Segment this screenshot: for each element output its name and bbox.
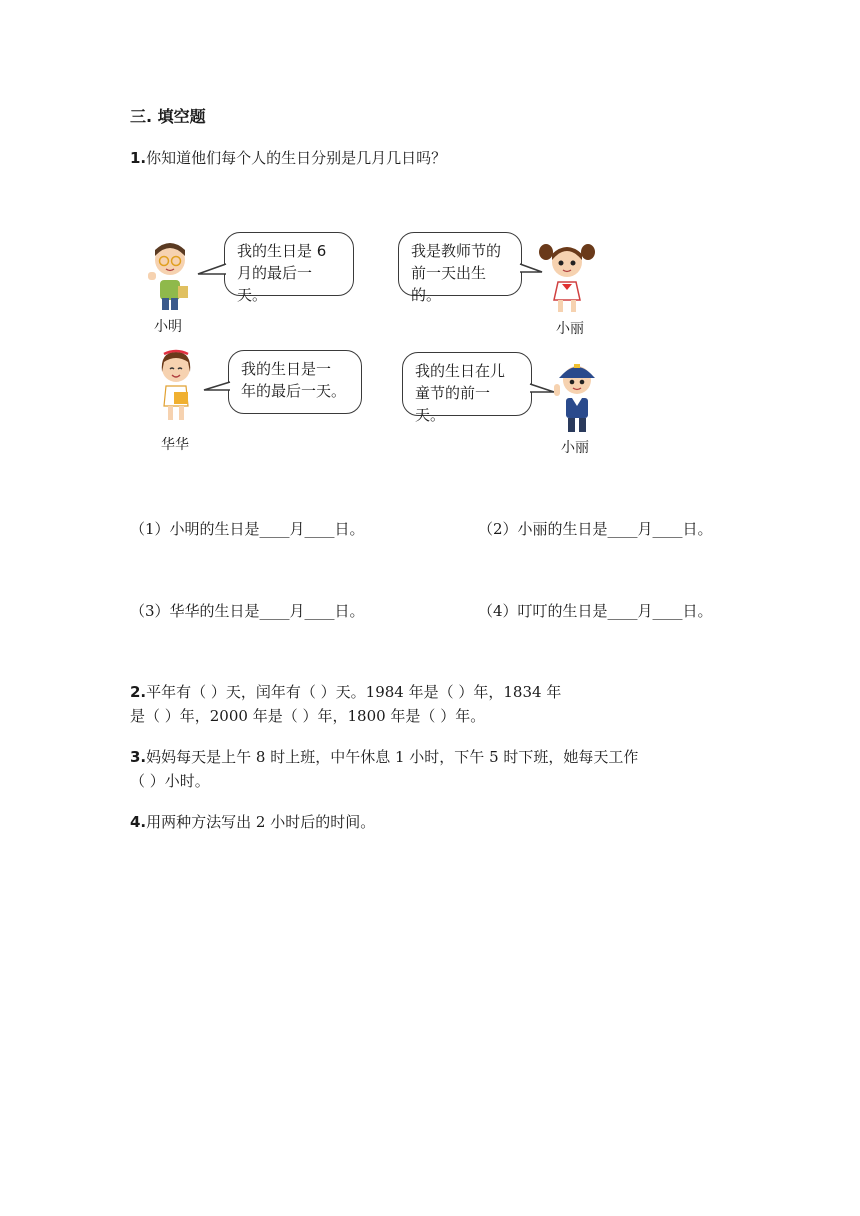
sub-question-2: （2）小丽的生日是____月____日。: [478, 520, 713, 538]
name-xiaoli: 小丽: [556, 321, 584, 337]
question-text: 用两种方法写出 2 小时后的时间。: [146, 813, 376, 831]
question-text-line: 妈妈每天是上午 8 时上班，中午休息 1 小时，下午 5 时下班，她每天工作: [146, 748, 639, 766]
bubble-line: 我的生日是一: [241, 360, 332, 378]
question-4: [130, 810, 375, 834]
dingding-figure: [552, 356, 602, 436]
question-number: 4.: [130, 813, 147, 831]
huahua-figure: [152, 346, 200, 424]
question-number: 2.: [130, 683, 147, 701]
question-text: 你知道他们每个人的生日分别是几月几日吗？: [146, 149, 447, 167]
question-1: [130, 146, 446, 170]
bubble-line: 前一天出生的。: [411, 264, 487, 304]
name-xiaoming: 小明: [154, 319, 182, 335]
question-3: [130, 745, 638, 793]
speech-bubble-xiaoli: [398, 232, 522, 304]
bubble-line: 月的最后一天。: [237, 264, 313, 304]
question-text-line: 平年有（ ）天，闰年有（ ）天。1984 年是（ ）年，1834 年: [146, 683, 562, 701]
question-number: 3.: [130, 748, 147, 766]
bubble-line: 我是教师节的: [411, 242, 502, 260]
name-huahua: 华华: [161, 437, 189, 453]
sub-question-3: （3）华华的生日是____月____日。: [130, 602, 365, 620]
speech-bubble-huahua: [228, 350, 362, 414]
speech-bubble-dingding: [402, 352, 532, 424]
bubble-line: 我的生日是 6: [237, 242, 327, 260]
bubble-line: 我的生日在儿: [415, 362, 506, 380]
sub-question-4: （4）叮叮的生日是____月____日。: [478, 602, 713, 620]
name-fourth: 小丽: [561, 440, 589, 456]
xiaoming-figure: [142, 236, 198, 314]
question-2: [130, 680, 561, 728]
question-number: 1.: [130, 149, 147, 167]
bubble-line: 年的最后一天。: [241, 382, 347, 400]
section-title: 三. 填空题: [130, 107, 206, 126]
question-text-line: 是（ ）年，2000 年是（ ）年，1800 年是（ ）年。: [130, 707, 486, 725]
xiaoli-figure: [536, 238, 598, 316]
bubble-tail: [196, 262, 228, 280]
speech-bubble-xiaoming: [224, 232, 354, 304]
sub-question-1: （1）小明的生日是____月____日。: [130, 520, 365, 538]
question-text-line: （ ）小时。: [130, 772, 210, 790]
bubble-line: 童节的前一天。: [415, 384, 491, 424]
bubble-tail: [202, 380, 232, 396]
